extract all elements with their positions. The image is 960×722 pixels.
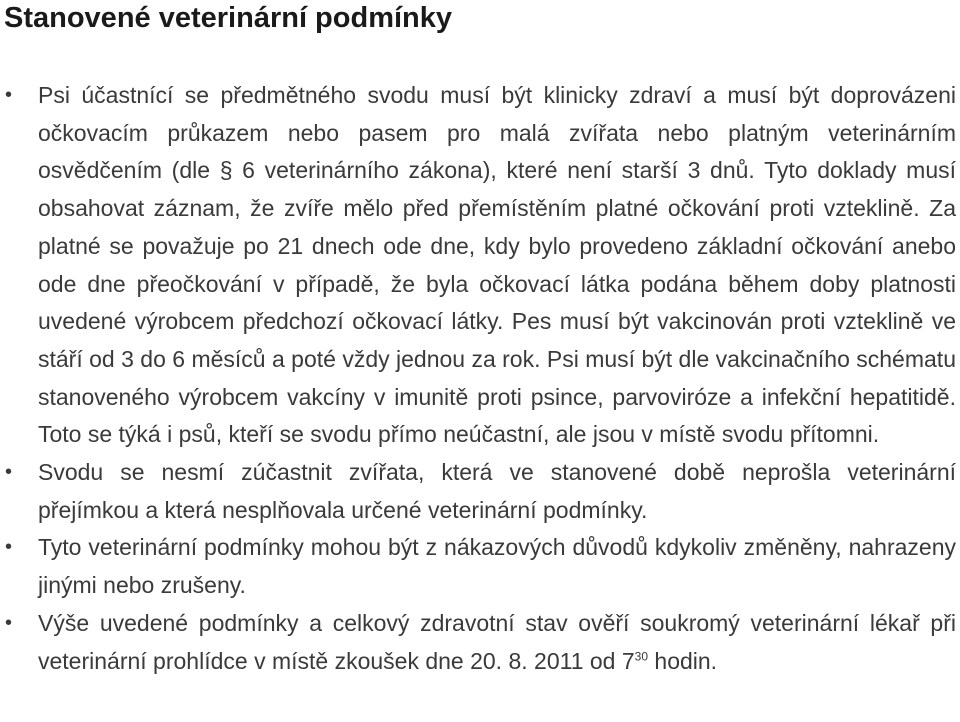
bullet-text: Svodu se nesmí zúčastnit zvířata, která ve stanovené době neprošla veterinární přejímkou a která nesplňovala určené veterinární podmínky.	[38, 459, 956, 523]
bullet-list	[0, 77, 960, 680]
bullet-icon: •	[5, 611, 13, 634]
bullet-icon: •	[5, 536, 13, 559]
bullet-item	[0, 454, 960, 529]
bullet-text: Výše uvedené podmínky a celkový zdravotní stav ověří soukromý veterinární lékař při veterinární prohlídce v místě zkoušek dne 20. 8. 2011 od 7	[38, 609, 956, 674]
time-superscript: 30	[634, 648, 649, 663]
bullet-item	[0, 605, 960, 680]
bullet-icon: •	[5, 84, 13, 106]
bullet-text: Psi účastnící se předmětného svodu musí být klinicky zdraví a musí být doprovázeni očkovacím průkazem nebo pasem pro malá zvířata nebo platným veterinárním osvědčením (dle § 6 veterinárního zákona), které není starší 3 dnů. Tyto doklady musí obsahovat záznam, že zvíře mělo před přemístěním platné očkování proti vzteklině. Za platné se považuje po 21 dnech ode dne, kdy bylo provedeno základní očkování anebo ode dne přeočkování v případě, že byla očkovací látka podána během doby platnosti uvedené výrobcem předchozí očkovací látky. Pes musí být vakcinován proti vzteklině ve stáří od 3 do 6 měsíců a poté vždy jednou za rok. Psi musí být dle vakcinačního schématu stanoveného výrobcem vakcíny v imunitě proti psince, parvoviróze a infekční hepatitidě. Toto se týká i psů, kteří se svodu přímo neúčastní, ale jsou v místě svodu přítomni.	[38, 82, 956, 448]
bullet-item	[0, 529, 960, 604]
bullet-text-end: hodin.	[648, 647, 718, 674]
bullet-item	[0, 77, 960, 454]
bullet-icon: •	[5, 461, 13, 484]
slide-title: Stanovené veterinární podmínky	[4, 2, 453, 34]
bullet-text: Tyto veterinární podmínky mohou být z nákazových důvodů kdykoliv změněny, nahrazeny jinými nebo zrušeny.	[38, 534, 956, 599]
